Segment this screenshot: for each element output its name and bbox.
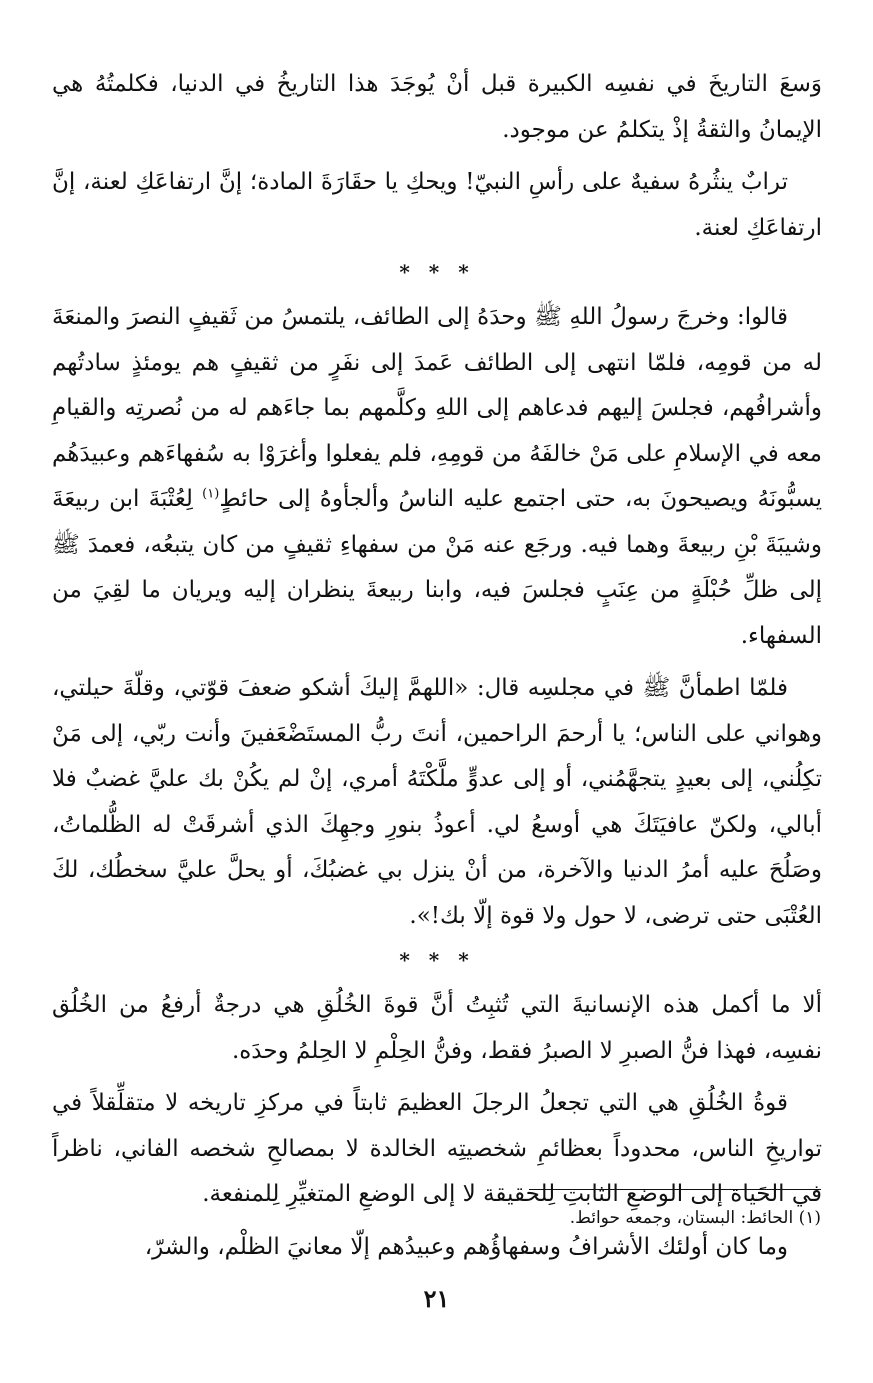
paragraph-1: وَسعَ التاريخَ في نفسِه الكبيرة قبل أنْ يُوجَدَ هذا التاريخُ في الدنيا، فكلمتُهُ هي الإيمانُ والثقةُ إذْ يتكلمُ عن موجود.	[52, 71, 822, 143]
section-divider-1: * * *	[399, 260, 475, 284]
paragraph-3-text-before-note: قالوا: وخرجَ رسولُ اللهِ ﷺ وحدَهُ إلى الطائف، يلتمسُ من ثَقيفٍ النصرَ والمنعَةَ له من قومِه، فلمّا انتهى إلى الطائف عَمدَ إلى نفَرٍ من ثقيفٍ هم يومئذٍ سادتُهم وأشرافُهم، فجلسَ إليهم فدعاهم إلى اللهِ وكلَّمهم بما جاءَهم له من نُصرتِه والقيامِ معه في الإسلامِ على مَنْ خالفَهُ من قومِهِ، فلم يفعلوا وأغرَوْا به سُفهاءَهم وعبيدَهُم يسبُّونَهُ ويصيحونَ به، حتى اجتمع عليه الناسُ وألجأوهُ إلى حائطٍ	[52, 304, 822, 512]
page-body	[52, 62, 822, 1270]
footnote: (١) الحائط: البستان، وجمعه حوائط.	[569, 1208, 821, 1228]
paragraph-5: ألا ما أكمل هذه الإنسانيةَ التي تُثبِتُ أنَّ قوةَ الخُلُقِ هي درجةٌ أرفعُ من الخُلُق نفسِه، فهذا فنُّ الصبرِ لا الصبرُ فقط، وفنُّ الحِلْمِ لا الحِلمُ وحدَه.	[52, 992, 822, 1064]
paragraph-3-text-after-note: لِعُتْبَةَ ابن ربيعَةَ وشيبَةَ بْنِ ربيعةَ وهما فيه. ورجَع عنه مَنْ من سفهاءِ ثقيفٍ من كان يتبعُه، فعمدَ ﷺ إلى ظلِّ حُبْلَةٍ من عِنَبٍ فجلسَ فيه، وابنا ربيعةَ ينظران إليه ويريان ما لقِيَ من السفهاء.	[52, 486, 822, 649]
footnote-separator	[529, 1189, 821, 1190]
section-divider-2: * * *	[399, 948, 475, 972]
page-number: ٢١	[423, 1284, 450, 1313]
footnote-reference-marker: (١)	[202, 486, 220, 502]
paragraph-3	[52, 295, 822, 659]
paragraph-7: وما كان أولئك الأشرافُ وسفهاؤُهم وعبيدُهم إلّا معانيَ الظلْم، والشرّ،	[144, 1233, 788, 1260]
paragraph-6: قوةُ الخُلُقِ هي التي تجعلُ الرجلَ العظيمَ ثابتاً في مركزِ تاريخه لا متقلِّقلاً في تواريخِ الناس، محدوداً بعظائمِ شخصيتِه الخالدة لا بمصالحِ شخصه الفاني، ناظراً في الحَياة إلى الوضعِ الثابتِ لِلحقيقة لا إلى الوضعِ المتغيِّرِ لِلمنفعة.	[52, 1090, 822, 1207]
paragraph-4: فلمّا اطمأنَّ ﷺ في مجلسِه قال: «اللهمَّ إليكَ أشكو ضعفَ قوّتي، وقلّةَ حيلتي، وهواني على الناس؛ يا أرحمَ الراحمين، أنتَ ربُّ المستَضْعَفينَ وأنت ربّي، إلى مَنْ تكِلُني، إلى بعيدٍ يتجهَّمُني، أو إلى عدوٍّ ملَّكْتَهُ أمري، إنْ لم يكُنْ بك عليَّ غضبٌ فلا أبالي، ولكنّ عافيَتَكَ هي أوسعُ لي. أعوذُ بنورِ وجهِكَ الذي أشرقَتْ له الظُّلماتُ، وصَلُحَ عليه أمرُ الدنيا والآخرة، من أنْ ينزل بي غضبُكَ، أو يحلَّ عليَّ سخطُك، لكَ العُتْبَى حتى ترضى، لا حول ولا قوة إلّا بك!».	[52, 675, 822, 929]
paragraph-2: ترابٌ ينثُرهُ سفيهٌ على رأسِ النبيّ! ويحكِ يا حقَارَةَ المادة؛ إنَّ ارتفاعَكِ لعنة، إنَّ ارتفاعَكِ لعنة.	[52, 169, 822, 241]
